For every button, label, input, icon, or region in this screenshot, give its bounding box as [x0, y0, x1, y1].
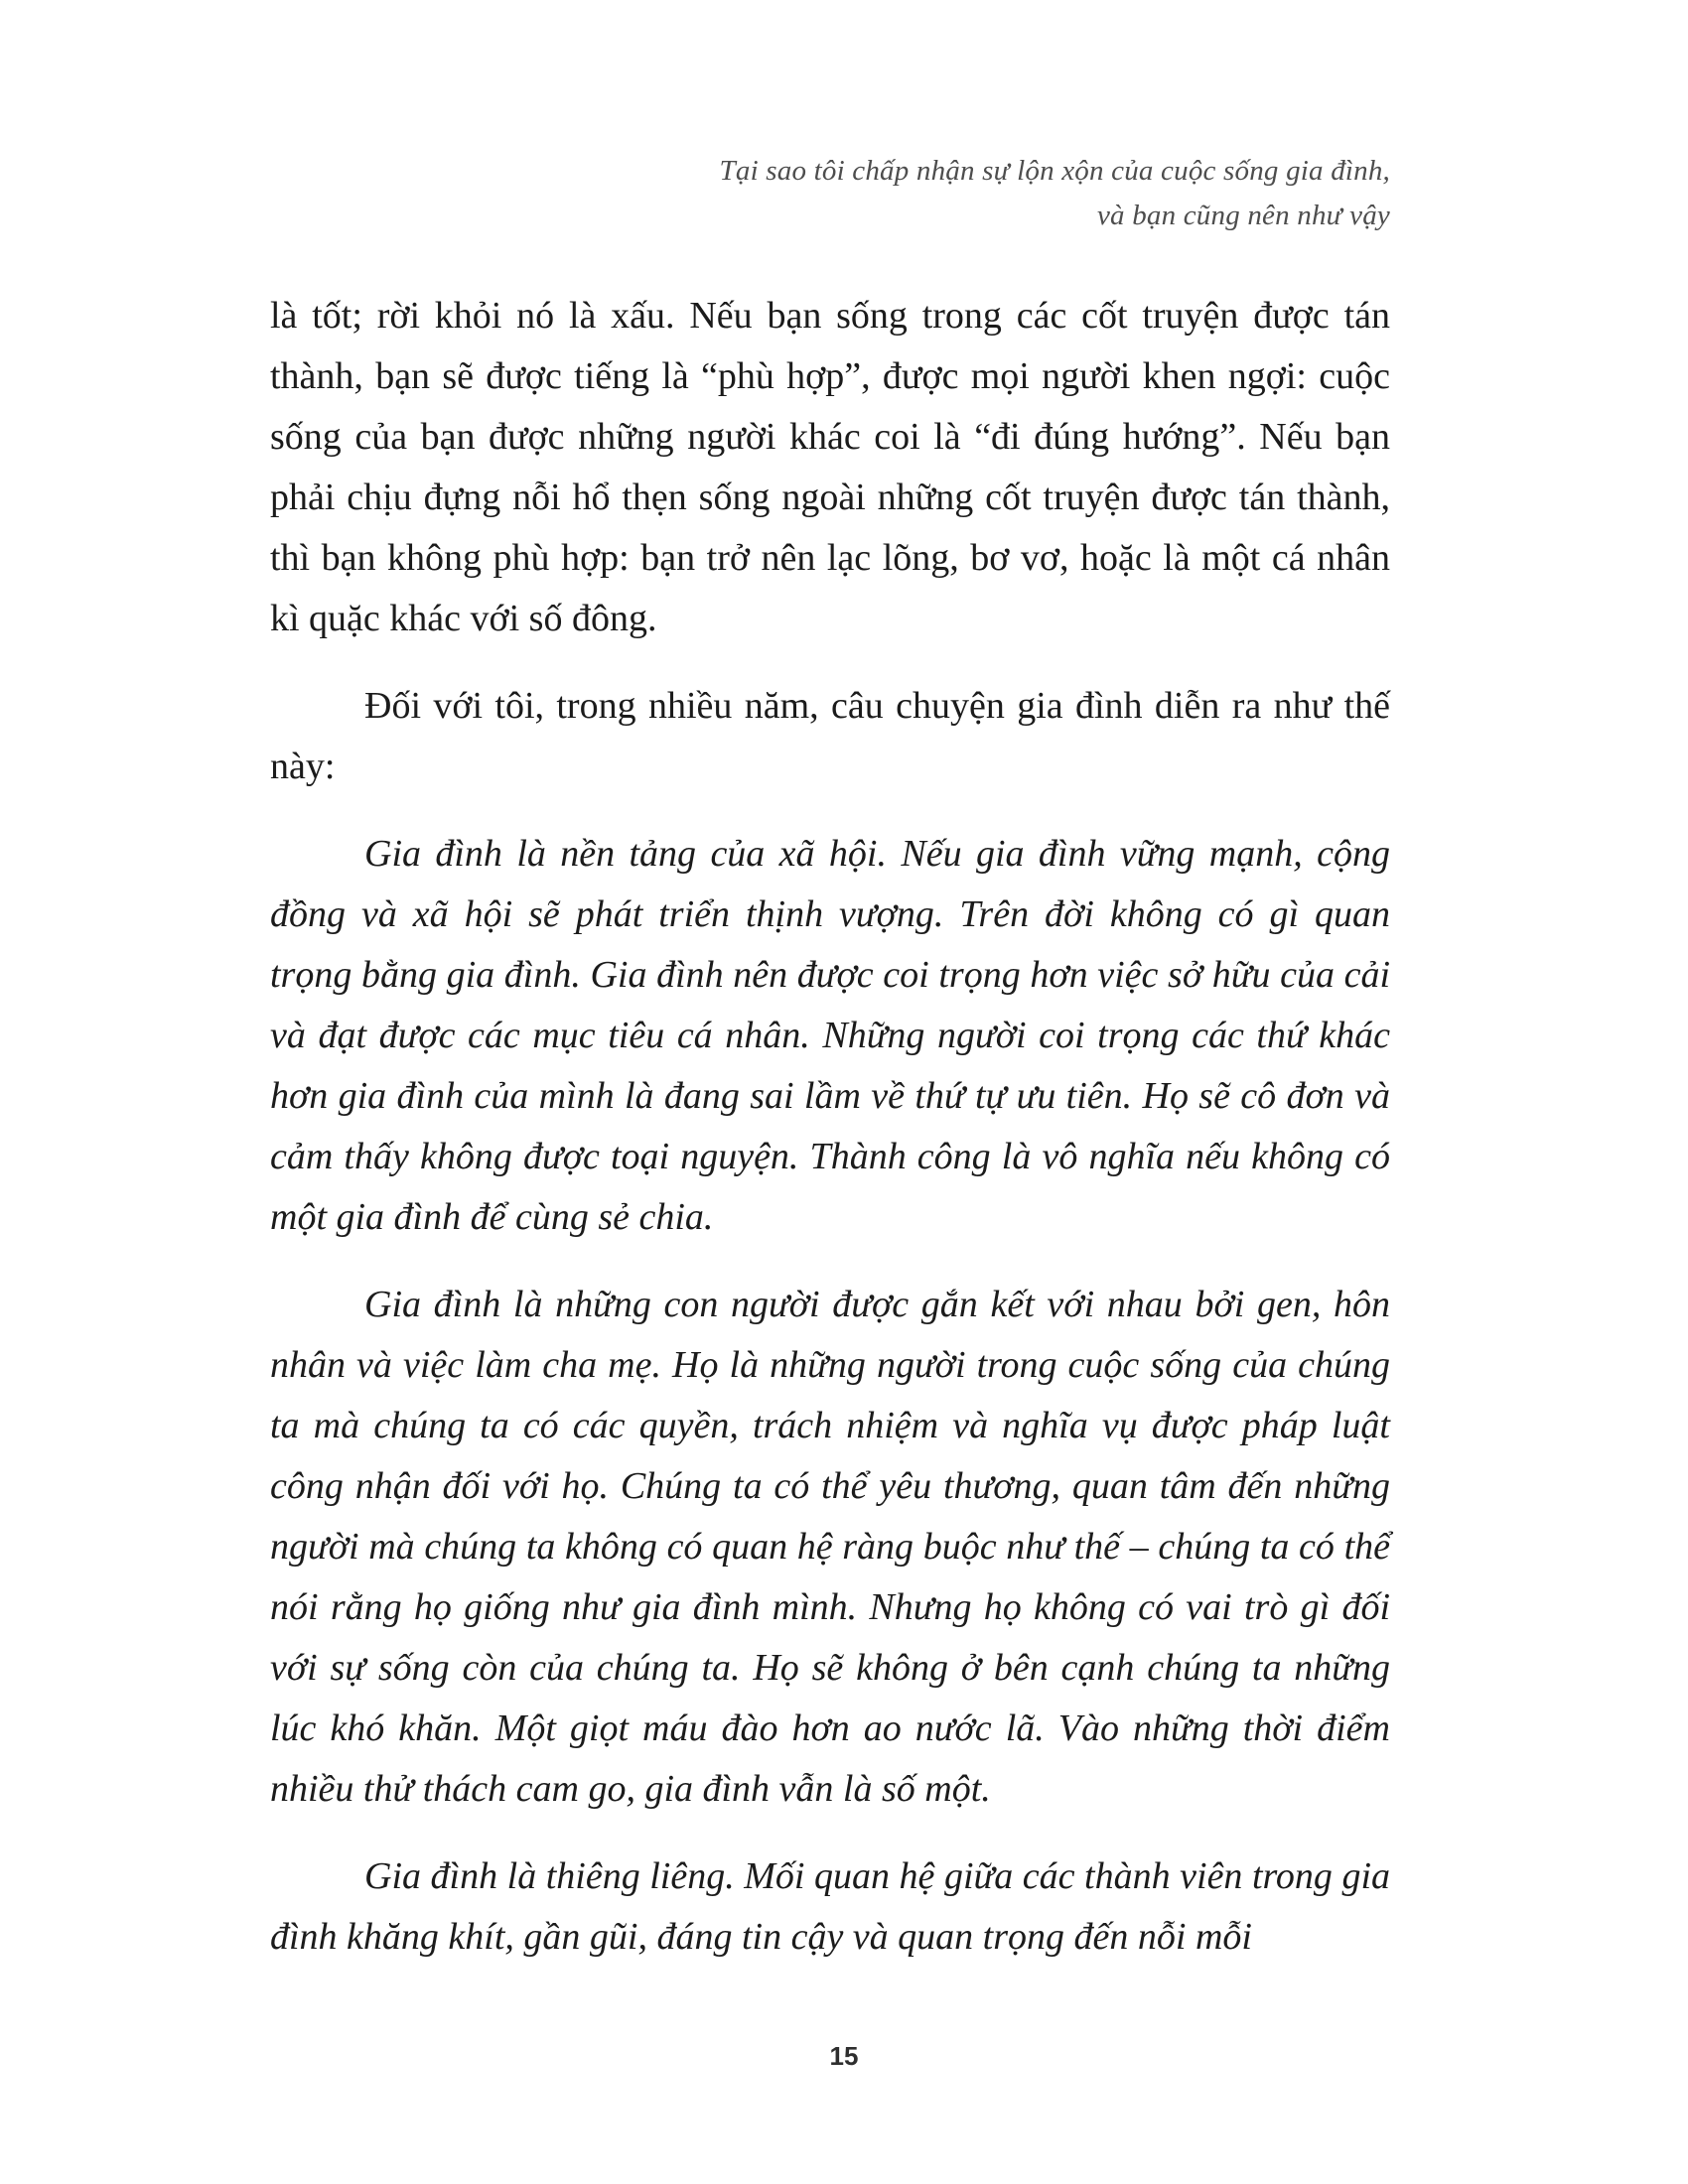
paragraph-quote-definition: Gia đình là những con người được gắn kết với nhau bởi gen, hôn nhân và việc làm cha mẹ. Họ là những người trong cuộc sống của chúng ta mà chúng ta có các quyền, trách nhiệm và nghĩa vụ được pháp luật công nhận đối với họ. Chúng ta có thể yêu thương, quan tâm đến những người mà chúng ta không có quan hệ ràng buộc như thế – chúng ta có thể nói rằng họ giống như gia đình mình. Nhưng họ không có vai trò gì đối với sự sống còn của chúng ta. Họ sẽ không ở bên cạnh chúng ta những lúc khó khăn. Một giọt máu đào hơn ao nước lã. Vào những thời điểm nhiều thử thách cam go, gia đình vẫn là số một.: [270, 1284, 1390, 1810]
paragraph-quote-foundation: Gia đình là nền tảng của xã hội. Nếu gia đình vững mạnh, cộng đồng và xã hội sẽ phát triển thịnh vượng. Trên đời không có gì quan trọng bằng gia đình. Gia đình nên được coi trọng hơn việc sở hữu của cải và đạt được các mục tiêu cá nhân. Những người coi trọng các thứ khác hơn gia đình của mình là đang sai lầm về thứ tự ưu tiên. Họ sẽ cô đơn và cảm thấy không được toại nguyện. Thành công là vô nghĩa nếu không có một gia đình để cùng sẻ chia.: [270, 833, 1390, 1238]
running-head: [270, 149, 1390, 238]
paragraph-intro: Đối với tôi, trong nhiều năm, câu chuyện gia đình diễn ra như thế này:: [270, 685, 1390, 787]
paragraph-continuation: là tốt; rời khỏi nó là xấu. Nếu bạn sống trong các cốt truyện được tán thành, bạn sẽ được tiếng là “phù hợp”, được mọi người khen ngợi: cuộc sống của bạn được những người khác coi là “đi đúng hướng”. Nếu bạn phải chịu đựng nỗi hổ thẹn sống ngoài những cốt truyện được tán thành, thì bạn không phù hợp: bạn trở nên lạc lõng, bơ vơ, hoặc là một cá nhân kì quặc khác với số đông.: [270, 295, 1390, 639]
running-head-line1: Tại sao tôi chấp nhận sự lộn xộn của cuộc sống gia đình,: [719, 155, 1390, 187]
page-number: 15: [829, 2041, 859, 2071]
paragraph-quote-sacred: Gia đình là thiêng liêng. Mối quan hệ giữa các thành viên trong gia đình khăng khít, gần gũi, đáng tin cậy và quan trọng đến nỗi mỗi: [270, 1855, 1390, 1958]
page-body: [270, 286, 1390, 1994]
running-head-line2: và bạn cũng nên như vậy: [1096, 199, 1390, 231]
